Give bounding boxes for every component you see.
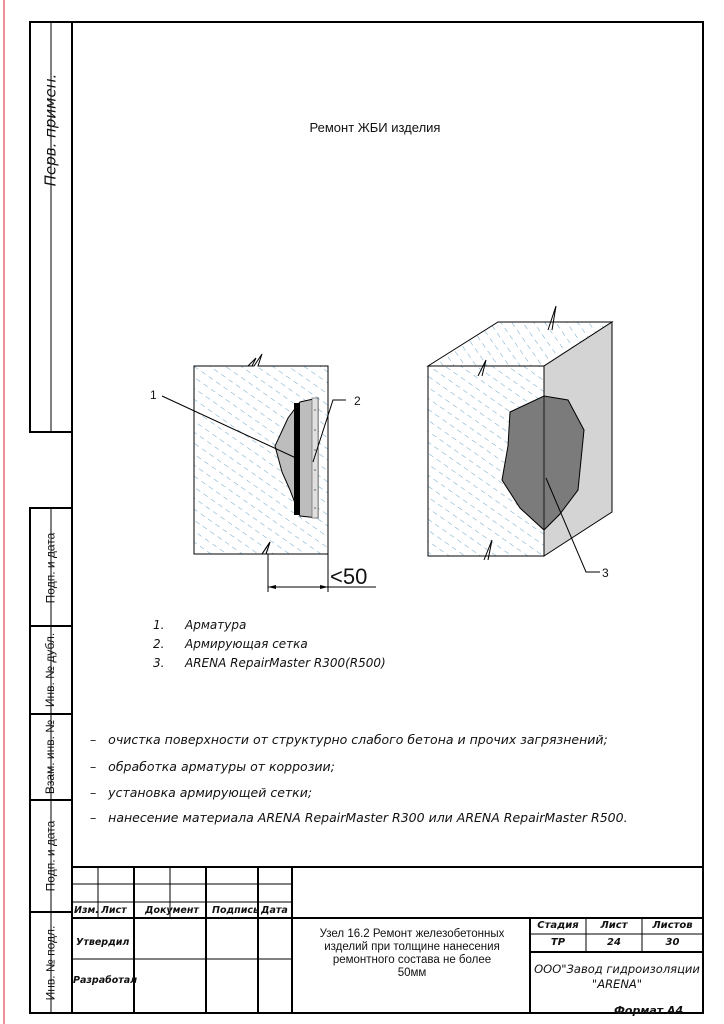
- side-label-vzam-inv: Взам. инв. №: [43, 719, 57, 795]
- legend-item: 1. Арматура: [153, 618, 247, 632]
- tb-company: ООО"Завод гидроизоляции "ARENA": [534, 962, 700, 991]
- tb-header-list: Лист: [101, 905, 127, 916]
- callout-3: 3: [602, 566, 609, 580]
- callout-2: 2: [354, 394, 361, 408]
- tb-header-data: Дата: [261, 905, 288, 916]
- work-step: – установка армирующей сетки;: [90, 785, 313, 800]
- side-label-podp-data-1: Подп. и дата: [43, 532, 57, 603]
- section-view: [162, 354, 376, 592]
- tb-stage-header: Стадия: [537, 920, 579, 931]
- block-3d-view: [428, 306, 612, 572]
- work-step: – обработка арматуры от коррозии;: [90, 759, 335, 774]
- dimension-label: <50: [330, 564, 368, 589]
- tb-header-podpis: Подпись: [212, 905, 260, 916]
- tb-sheet-header: Лист: [600, 920, 628, 931]
- side-label-inv-podl: Инв. № подл.: [43, 925, 57, 1000]
- tb-stage: ТР: [550, 937, 566, 948]
- work-step: – нанесение материала ARENA RepairMaster R300 или ARENA RepairMaster R500.: [90, 810, 628, 825]
- side-label-podp-data-2: Подп. и дата: [43, 820, 57, 892]
- tb-header-izm: Изм.: [74, 905, 99, 916]
- legend-item: 2. Армирующая сетка: [153, 637, 308, 651]
- tb-sheets: 30: [665, 937, 680, 948]
- side-label-perv-primen: Перв. примен.: [41, 73, 60, 187]
- tb-utverdil: Утвердил: [76, 937, 130, 948]
- tb-sheet: 24: [607, 937, 621, 948]
- format-label: Формат А4: [614, 1004, 684, 1017]
- callout-1: 1: [150, 388, 157, 402]
- tb-header-dokument: Документ: [145, 905, 199, 916]
- tb-razrabotal: Разработал: [73, 975, 138, 986]
- drawing-title: Ремонт ЖБИ изделия: [309, 120, 441, 135]
- legend-item: 3. ARENA RepairMaster R300(R500): [153, 656, 386, 670]
- work-step: – очистка поверхности от структурно слабого бетона и прочих загрязнений;: [90, 732, 608, 747]
- side-label-inv-dubl: Инв. № дубл.: [43, 632, 57, 708]
- tb-description: Узел 16.2 Ремонт железобетонных изделий при толщине нанесения ремонтного состава не более 50мм: [319, 928, 505, 979]
- tb-sheets-header: Листов: [652, 920, 693, 931]
